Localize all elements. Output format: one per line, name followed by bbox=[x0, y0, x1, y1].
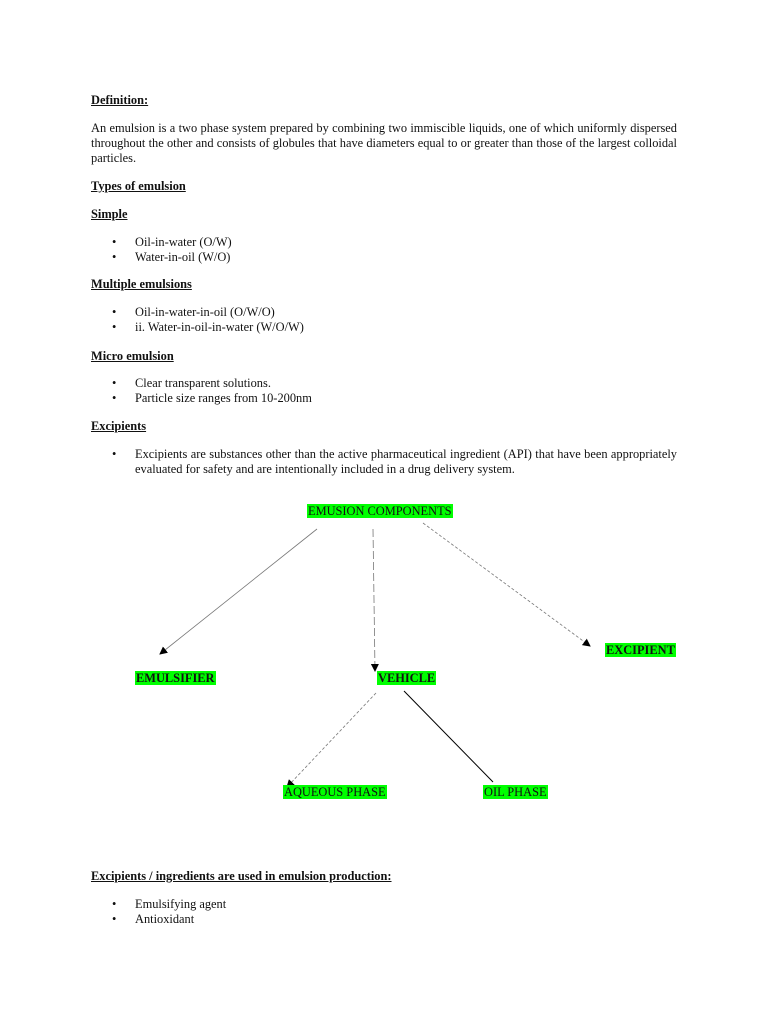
diagram-excipient-label: EXCIPIENT bbox=[606, 643, 675, 657]
list-item: • Particle size ranges from 10-200nm bbox=[91, 391, 677, 406]
list-item: • Clear transparent solutions. bbox=[91, 376, 677, 391]
arrow-to-excipient bbox=[423, 523, 590, 646]
ingredients-list bbox=[91, 897, 677, 926]
list-item: • Oil-in-water-in-oil (O/W/O) bbox=[91, 305, 677, 320]
diagram-vehicle-label: VEHICLE bbox=[378, 671, 436, 685]
arrow-to-emulsifier bbox=[160, 529, 317, 654]
list-item: • Emulsifying agent bbox=[91, 897, 677, 912]
diagram-aqueous-node bbox=[283, 785, 387, 800]
diagram-emulsifier-label: EMULSIFIER bbox=[136, 671, 215, 685]
micro-heading: Micro emulsion bbox=[91, 349, 174, 363]
diagram-excipient-node bbox=[605, 643, 676, 658]
list-item: • Oil-in-water (O/W) bbox=[91, 235, 677, 250]
diagram-aqueous-label: AQUEOUS PHASE bbox=[284, 785, 386, 799]
simple-heading: Simple bbox=[91, 207, 128, 221]
diagram-root-node bbox=[307, 504, 453, 519]
list-item: • Water-in-oil (W/O) bbox=[91, 250, 677, 265]
diagram-root-label: EMUSION COMPONENTS bbox=[308, 504, 452, 518]
diagram-oil-label: OIL PHASE bbox=[484, 785, 547, 799]
list-item: • Antioxidant bbox=[91, 912, 677, 927]
list-item: • Excipients are substances other than the active pharmaceutical ingredient (API) that have been appropriately evaluated for safety and are intentionally included in a drug delivery system. bbox=[91, 447, 677, 477]
diagram-oil-node bbox=[483, 785, 548, 800]
arrow-to-vehicle bbox=[373, 529, 375, 671]
definition-heading: Definition: bbox=[91, 93, 149, 107]
list-item: • ii. Water-in-oil-in-water (W/O/W) bbox=[91, 320, 677, 335]
types-heading: Types of emulsion bbox=[91, 179, 186, 193]
excipients-heading: Excipients bbox=[91, 419, 147, 433]
multiple-heading: Multiple emulsions bbox=[91, 277, 192, 291]
diagram-emulsifier-node bbox=[135, 671, 216, 686]
arrow-to-aqueous bbox=[287, 693, 376, 787]
ingredients-heading: Excipients / ingredients are used in emulsion production: bbox=[91, 869, 392, 883]
line-to-oil bbox=[404, 691, 493, 782]
definition-text: An emulsion is a two phase system prepared by combining two immiscible liquids, one of which uniformly dispersed throughout the other and consists of globules that have diameters equal to or greater than those of the largest colloidal particles. bbox=[91, 121, 677, 165]
diagram-vehicle-node bbox=[377, 671, 436, 686]
